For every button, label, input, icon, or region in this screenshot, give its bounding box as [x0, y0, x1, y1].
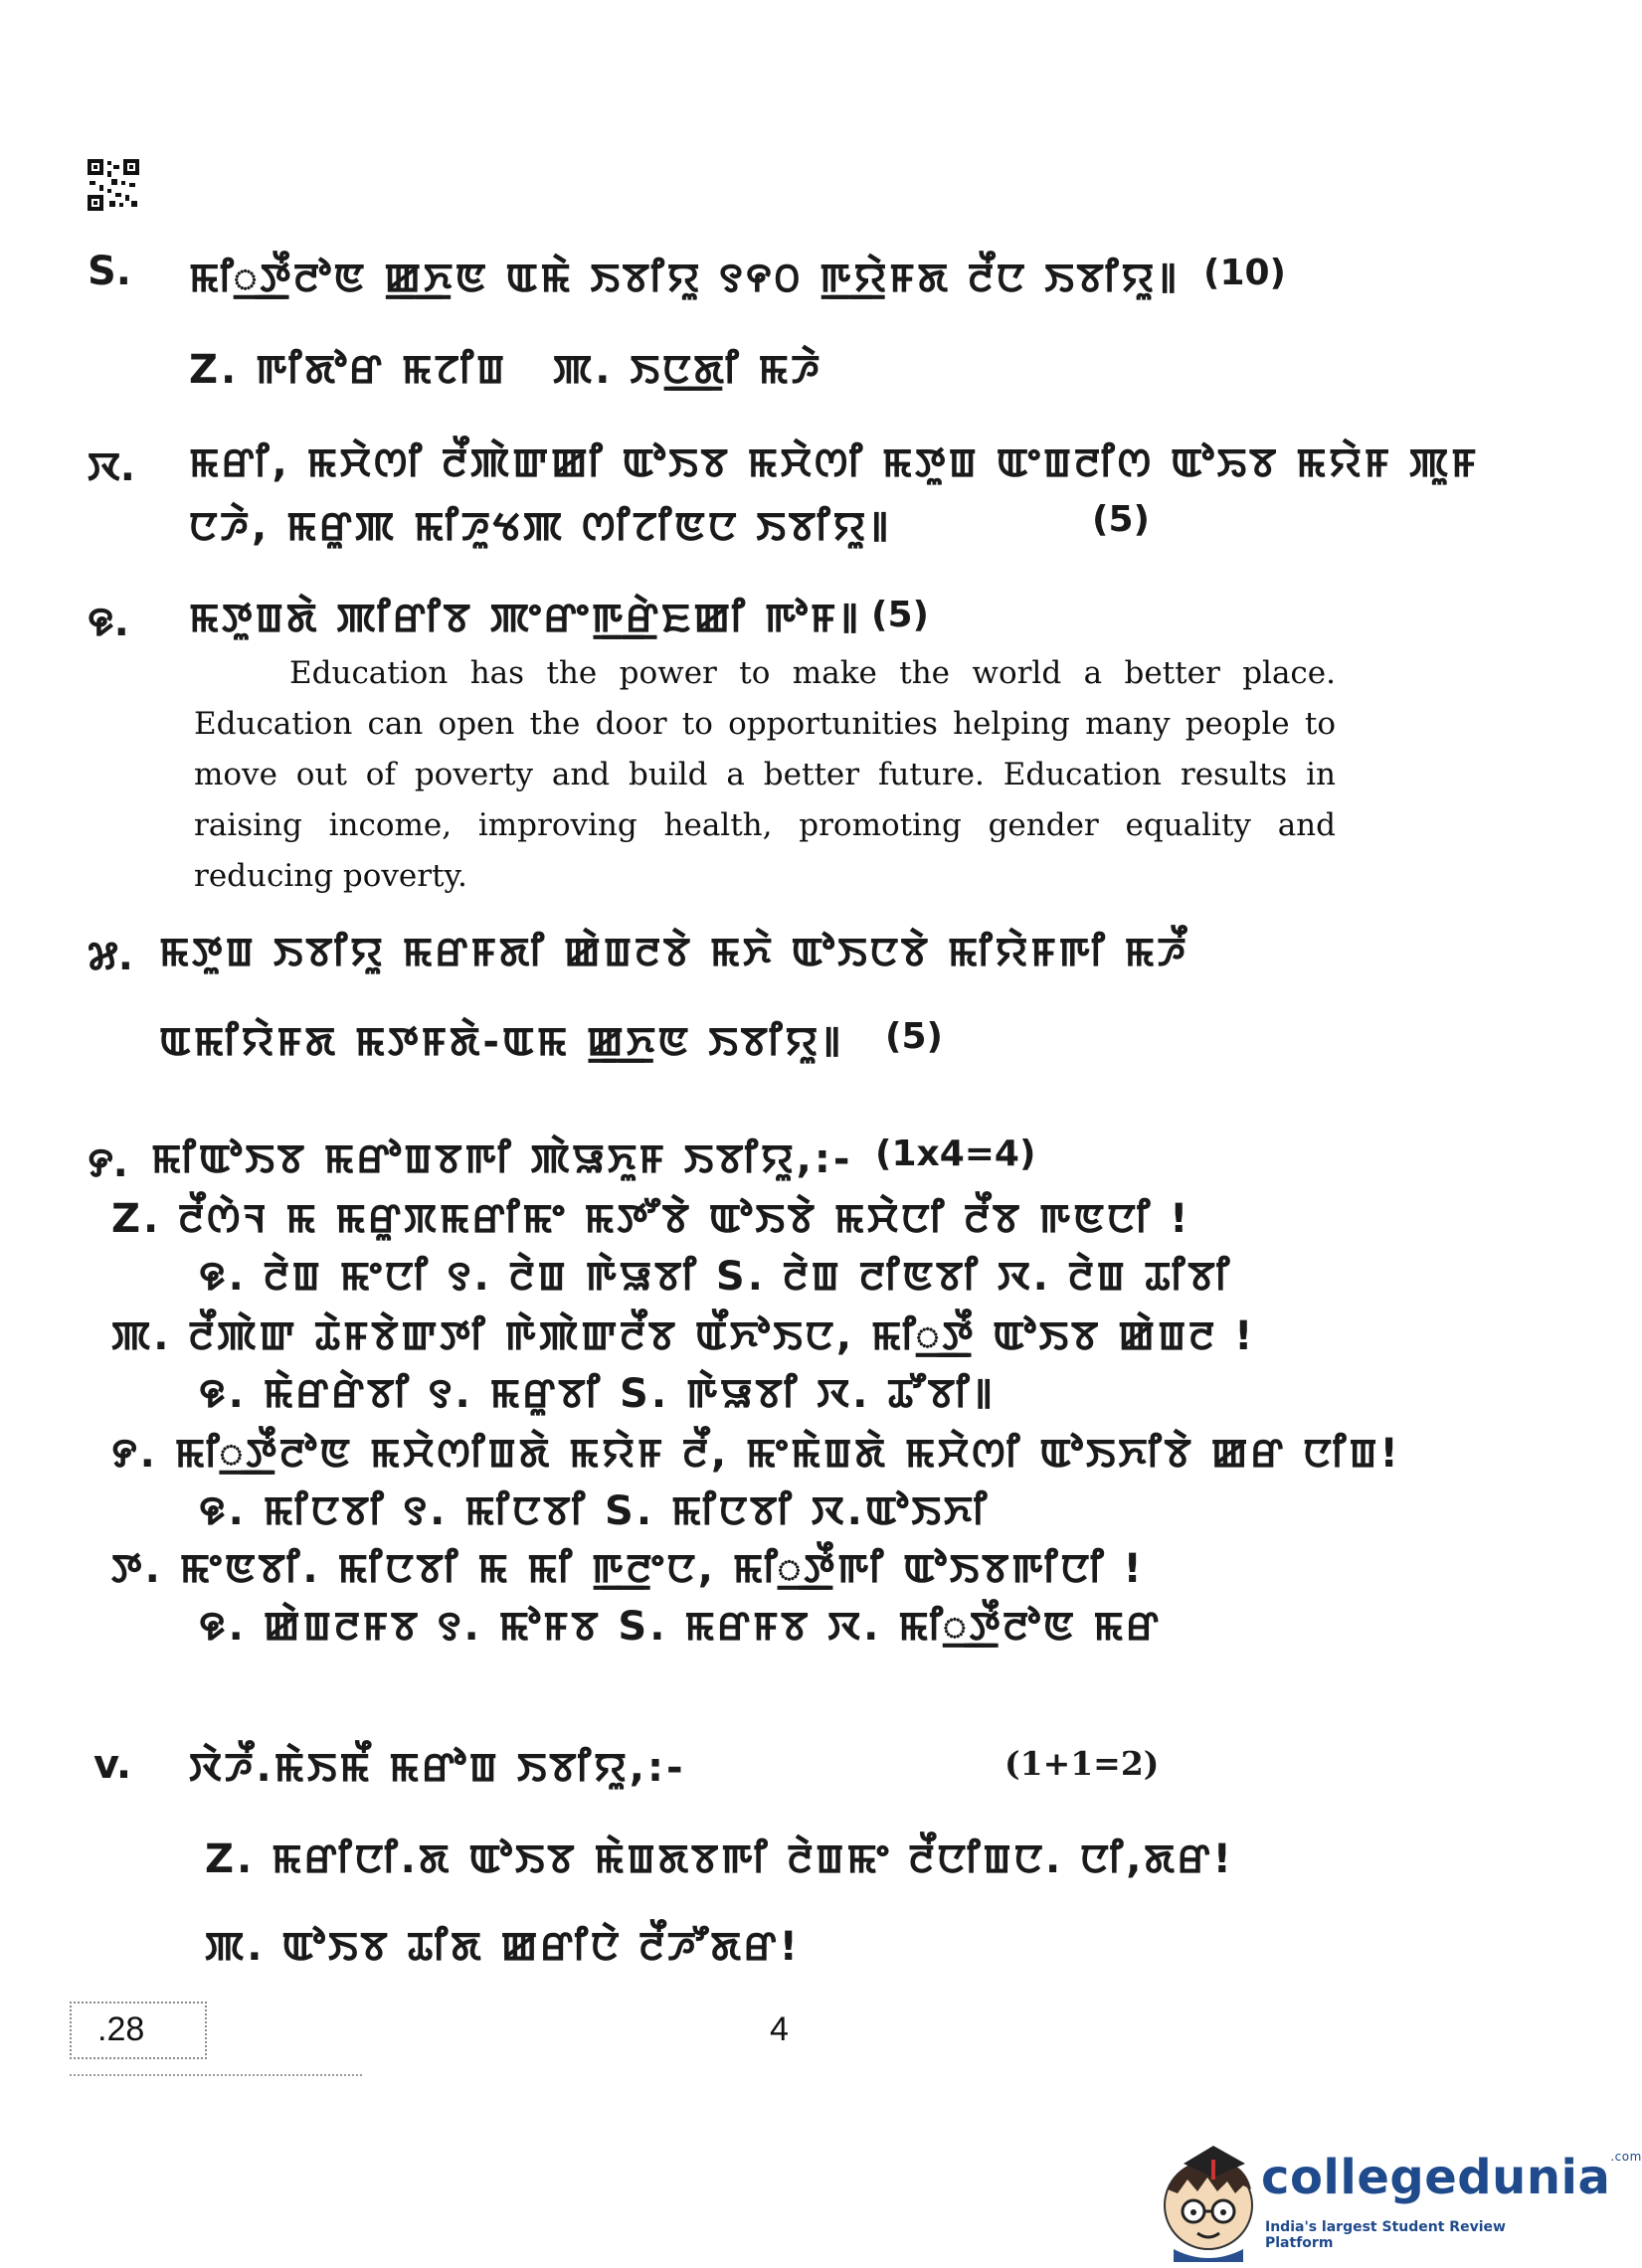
question-3-number: S.	[88, 249, 132, 294]
question-4-line-2: ꯅꯍꯥ, ꯃꯔꯨꯄ ꯃꯤꯍꯨꯠꯄ ꯁꯤꯖꯤꯟꯅ ꯏꯕꯤꯌꯨ꯫	[189, 504, 892, 550]
question-7-marks: (1x4=4)	[875, 1134, 1036, 1174]
question-7-item-3-options: ꯶. ꯃꯤꯅꯕꯤ ꯱. ꯃꯤꯅꯕꯤ S. ꯃꯤꯅꯕꯤ ꯋ.ꯑꯣꯏꯈꯤ	[199, 1488, 991, 1534]
collegedunia-brand-name: collegedunia$^{.com}$	[1261, 2150, 1642, 2205]
question-7-number: ꯸.	[88, 1140, 128, 1186]
question-7-item-1-options: ꯶. ꯂꯥꯡ ꯃꯦꯅꯤ ꯱. ꯂꯥꯡ ꯒꯥꯎꯕꯤ S. ꯂꯥꯡ ꯂꯤꯟꯕꯤ ꯋ. ꯂꯥꯡ ꯊꯤꯕꯤ	[199, 1254, 1233, 1300]
question-6-marks: (5)	[885, 1016, 943, 1057]
question-4-line-1: ꯃꯔꯤ, ꯃꯆꯥꯁꯤ ꯂꯩꯄꯥꯛꯀꯤ ꯑꯣꯏꯕ ꯃꯆꯥꯁꯤ ꯃꯇꯨꯡ ꯑꯦꯡꯂꯤꯁ ꯑꯣꯢꯕ ꯃꯌꯥꯝ ꯄꯨꯝ	[189, 440, 1480, 486]
question-7-item-2: ꯄ. ꯂꯩꯄꯥꯛ ꯊꯥꯝꯕꯥꯛꯇꯤ ꯒꯥꯄꯥꯛꯂꯩꯕ ꯑꯩꯈꯣꯏꯅ, ꯃꯤ꯭ꯇꯩ ꯑꯣꯏꯕ ꯀꯥꯡꯂ !	[111, 1313, 1256, 1359]
question-4-marks: (5)	[1092, 499, 1150, 540]
brand-suffix: .com	[1610, 2150, 1642, 2164]
question-3-text: ꯃꯤ꯭ꯇꯩꯂꯣꯟ ꯀ꯭ꯈꯟ ꯑꯃꯥ ꯏꯕꯤꯌꯨ ꯱꯵꯰ ꯒ꯭ꯌꯥꯝꯗ ꯂꯩꯅ ꯏꯕꯤꯌꯨ꯫	[189, 256, 1181, 301]
question-7-item-4: ꯇ. ꯃꯦꯟꯕꯤ. ꯃꯤꯅꯕꯤ ꯃ ꯃꯤ ꯒ꯭ꯂꯦꯅ, ꯃꯤ꯭ꯇꯩꯒꯤ ꯑꯣꯏꯕꯒꯤꯅꯤ !	[111, 1546, 1145, 1592]
question-3-marks: (10)	[1203, 253, 1287, 293]
collegedunia-tagline: India's largest Student Review Platform	[1265, 2219, 1506, 2251]
question-8-item-2: ꯄ. ꯑꯣꯏꯕ ꯊꯤꯗ ꯀꯔꯤꯅꯥ ꯂꯩꯍꯧꯗꯔ!	[205, 1924, 801, 1970]
question-6-line-2: ꯑꯃꯤꯌꯥꯝꯗ ꯃꯇꯝꯗꯥ-ꯑꯃ ꯀ꯭ꯈꯟ ꯏꯕꯤꯌꯨ꯫	[159, 1019, 844, 1065]
qr-code	[88, 159, 139, 211]
question-3-option-2: ꯄ. ꯏꯅ꯭ꯗꯤ ꯃꯍꯥ	[553, 347, 823, 393]
question-8-number: v.	[93, 1742, 132, 1788]
question-8-item-1: Z. ꯃꯔꯤꯅꯤ.ꯗ ꯑꯣꯏꯕ ꯃꯥꯡꯗꯕꯒꯤ ꯂꯥꯡꯃꯦ ꯂꯩꯅꯤꯡꯅ. ꯅꯤ,ꯗꯔ!	[205, 1836, 1234, 1882]
paper-code: .28	[97, 2010, 145, 2048]
question-4-number: ꯋ.	[88, 444, 135, 490]
english-passage: Education has the power to make the world a better place. Education can open the door to opportunities helping many people to move out of poverty and build a better future. Education results in raising income, improving health, promoting gender equality and reducing poverty.	[194, 655, 1336, 894]
question-8-title: ꯋꯥꯍꯩ.ꯃꯥꯏꯃꯩ ꯃꯔꯣꯡ ꯏꯕꯤꯌꯨ,:-	[189, 1745, 686, 1791]
question-7-item-1: Z. ꯂꯩꯁꯥꯜ ꯃ ꯃꯔꯨꯞꯃꯔꯤꯃꯦ ꯃꯇꯧꯕꯥ ꯑꯣꯏꯕꯥ ꯃꯆꯥꯅꯤ ꯂꯩꯕ ꯒꯟꯅꯤ !	[111, 1196, 1191, 1242]
question-5-text: ꯃꯇꯨꯡꯗꯥ ꯄꯤꯔꯤꯕ ꯄꯦꯔꯦꯒ꯭ꯔꯥꯐꯀꯤ ꯒꯣꯝ꯫	[189, 596, 862, 641]
question-7-title: ꯃꯤꯑꯣꯏꯕ ꯃꯔꯣꯡꯕꯒꯤ ꯄꯥꯎꯈꯨꯝ ꯏꯕꯤꯌꯨ,:-	[151, 1136, 853, 1182]
question-3-option-1: Z. ꯒꯤꯗꯣꯔ ꯃꯖꯤꯡ	[189, 347, 508, 393]
question-7-item-4-options: ꯶. ꯀꯥꯡꯂꯝꯕ ꯱. ꯃꯣꯝꯕ S. ꯃꯔꯝꯕ ꯋ. ꯃꯤ꯭ꯇꯩꯂꯣꯟ ꯃꯔ	[199, 1604, 1163, 1650]
question-5-number: ꯶.	[88, 600, 129, 645]
question-7-item-3: ꯸. ꯃꯤ꯭ꯇꯩꯂꯣꯟ ꯃꯆꯥꯁꯤꯡꯗꯥ ꯃꯌꯥꯝ ꯂꯩ, ꯃꯦꯃꯥꯡꯗꯥ ꯃꯆꯥꯁꯤ ꯑꯣꯏꯈꯤꯕꯥ ꯀꯔ ꯅꯤꯡ!	[111, 1431, 1401, 1477]
question-8-marks: (1+1=2)	[1004, 1744, 1160, 1783]
footer-divider	[70, 2074, 362, 2076]
question-6-number: ꯷.	[88, 934, 133, 979]
question-5-marks: (5)	[871, 595, 929, 635]
collegedunia-mascot-logo	[1154, 2138, 1263, 2262]
page-number: 4	[770, 2010, 789, 2048]
question-6-line-1: ꯃꯇꯨꯡ ꯏꯕꯤꯌꯨ ꯃꯔꯝꯗꯤ ꯀꯥꯡꯂꯕꯥ ꯃꯈꯥ ꯑꯣꯏꯅꯕꯥ ꯃꯤꯌꯥꯝꯒꯤ ꯃꯍꯩ	[159, 930, 1189, 975]
question-7-item-2-options: ꯶. ꯃꯥꯔꯔꯥꯕꯤ ꯱. ꯃꯔꯨꯕꯤ S. ꯒꯥꯎꯕꯤ ꯋ. ꯊꯧꯕꯤ꯫	[199, 1371, 996, 1417]
